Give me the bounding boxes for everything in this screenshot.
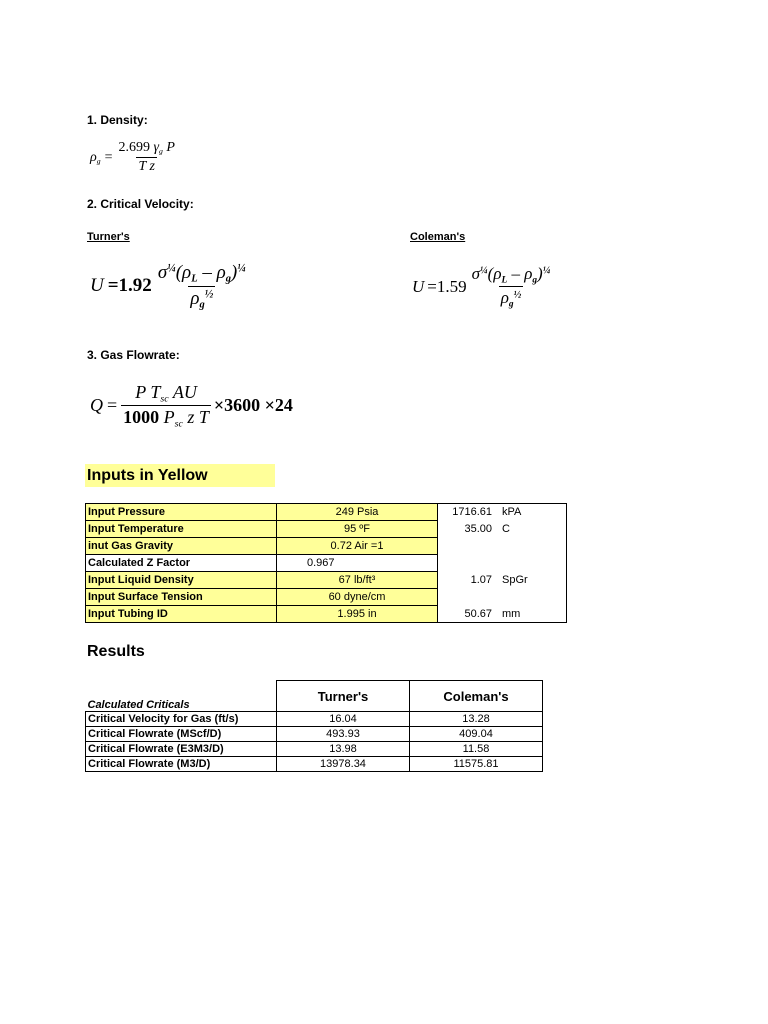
result-turner: 13.98 [277,742,410,757]
result-coleman: 13.28 [410,712,543,727]
results-heading: Results [87,643,145,660]
results-table [85,680,543,772]
results-header-row [86,681,543,712]
input-conversion-unit: C [502,523,510,535]
result-label: Critical Flowrate (E3M3/D) [86,742,277,757]
result-coleman: 409.04 [410,727,543,742]
input-label: inut Gas Gravity [86,538,277,555]
input-value[interactable]: 67 lb/ft³ [277,572,438,589]
flowrate-heading: 3. Gas Flowrate: [87,348,180,362]
result-coleman: 11.58 [410,742,543,757]
result-coleman: 11575.81 [410,757,543,772]
input-value[interactable]: 1.995 in [277,606,438,623]
input-label: Input Liquid Density [86,572,277,589]
input-conversion: 1.07 [470,574,492,586]
result-turner: 493.93 [277,727,410,742]
input-row [86,589,567,606]
input-label: Input Temperature [86,521,277,538]
input-row [86,572,567,589]
result-turner: 16.04 [277,712,410,727]
flow-equation: Q = $\frac{P T_{sc} AU}{1000 P_{sc} z T}$ ×3600 ×24 [90,382,293,430]
result-label: Critical Flowrate (MScf/D) [86,727,277,742]
turner-label: Turner's [87,231,130,243]
inputs-banner: Inputs in Yellow [85,464,275,487]
input-conversion: 1716.61 [452,506,492,519]
table-row [86,742,543,757]
input-conversion: 50.67 [464,607,492,620]
input-value[interactable]: 60 dyne/cm [277,589,438,606]
input-value: 0.967 [277,555,438,572]
coleman-label: Coleman's [410,231,466,243]
inputs-table [85,503,567,623]
input-label: Input Pressure [86,504,277,521]
input-conversion-unit: kPA [502,506,522,519]
result-label: Critical Velocity for Gas (ft/s) [86,712,277,727]
result-label: Critical Flowrate (M3/D) [86,757,277,772]
table-row [86,727,543,742]
input-value[interactable]: 0.72 Air =1 [277,538,438,555]
coleman-equation: U =1.59 $\frac{\sigma^{\frac{1}{4}}(\rho_L - \rho_g)^{\frac{1}{4}}}{\rho_g^{\frac{1}{2}}}$ [412,264,551,310]
density-heading: 1. Density: [87,113,148,127]
input-value[interactable]: 95 ºF [277,521,438,538]
input-conversion-unit: SpGr [502,574,528,586]
result-turner: 13978.34 [277,757,410,772]
input-label: Calculated Z Factor [86,555,277,572]
coleman-column-header: Coleman's [410,681,543,712]
turner-column-header: Turner's [277,681,410,712]
density-equation: $\rho_g$ = $\frac{2.699 \gamma_g P}{\text{T z}}$ [90,140,175,174]
input-row [86,538,567,555]
table-row [86,712,543,727]
results-corner-label: Calculated Criticals [87,699,190,711]
table-row [86,757,543,772]
input-row [86,504,567,521]
input-row [86,521,567,538]
input-value[interactable]: 249 Psia [277,504,438,521]
input-label: Input Surface Tension [86,589,277,606]
input-label: Input Tubing ID [86,606,277,623]
turner-equation: U =1.92 $\frac{\sigma^{\frac{1}{4}}(\rho_L - \rho_g)^{\frac{1}{4}}}{\rho_g^{\frac{1}{2}}}$ [90,262,246,311]
input-conversion-unit: mm [502,607,521,620]
input-row [86,555,567,572]
velocity-heading: 2. Critical Velocity: [87,197,194,211]
input-row [86,606,567,623]
input-conversion: 35.00 [464,523,492,535]
